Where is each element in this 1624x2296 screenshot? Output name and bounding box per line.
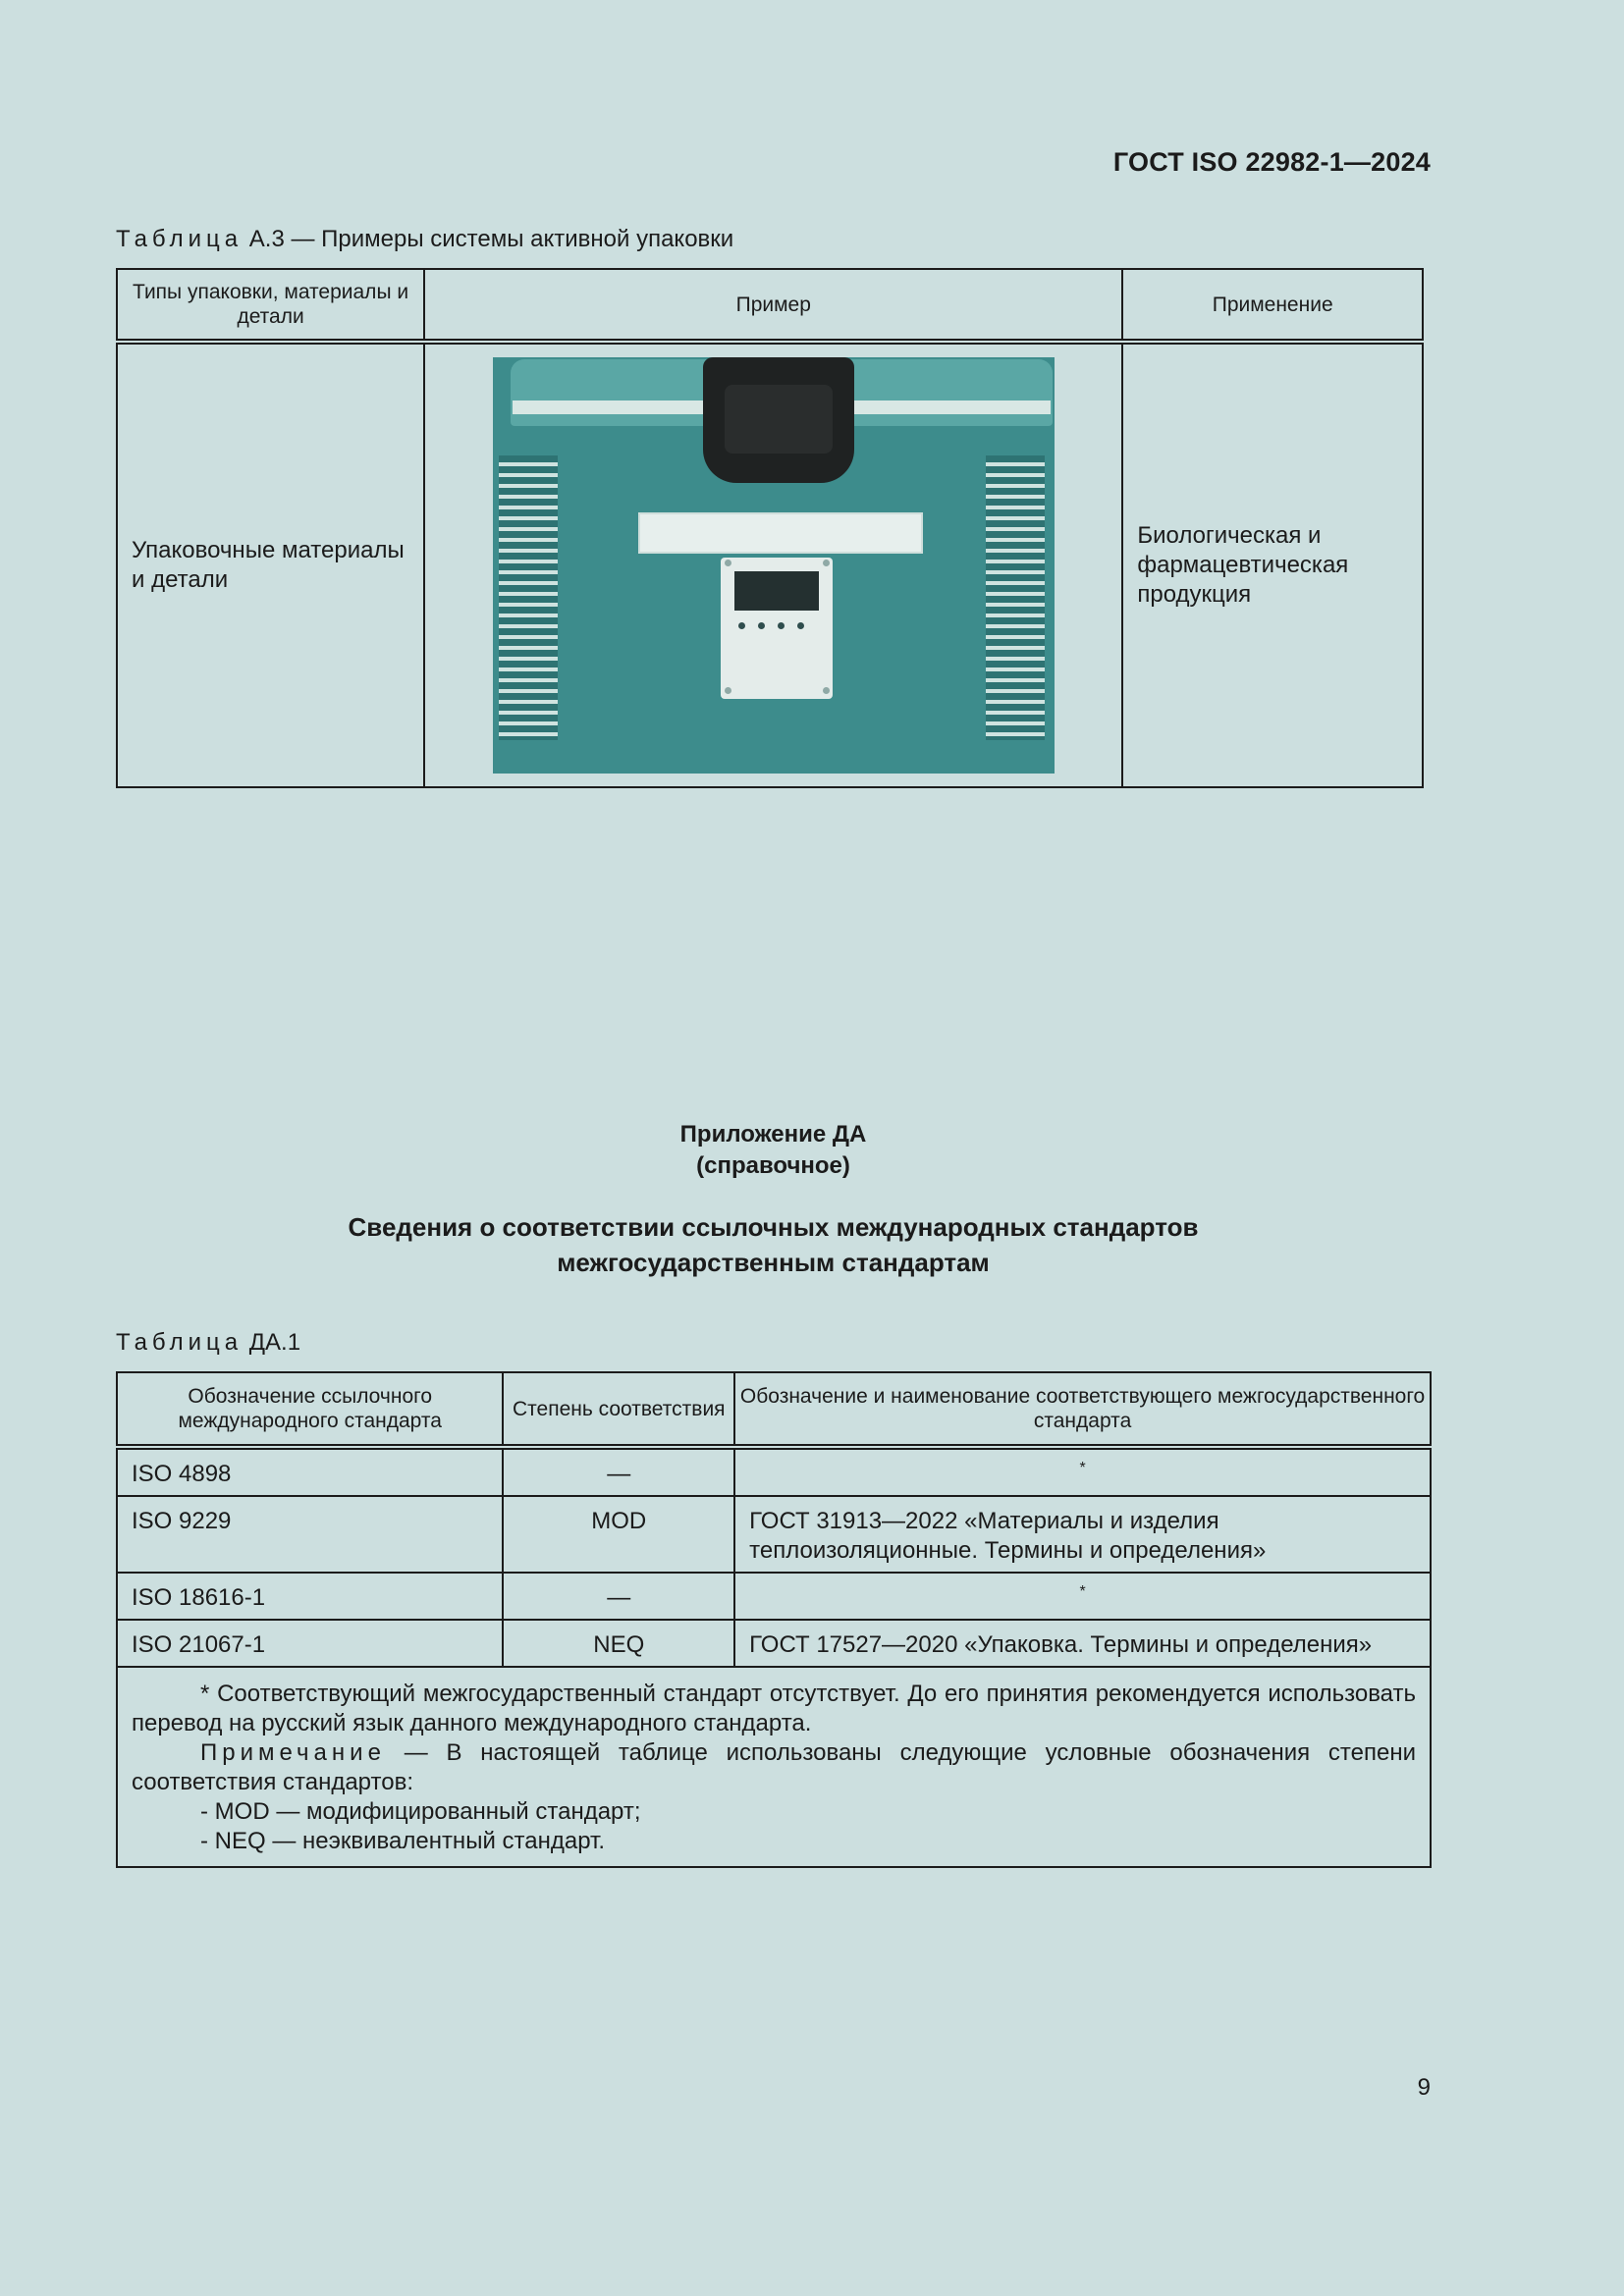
table-row (117, 1447, 1431, 1496)
cooler-screw (725, 687, 731, 694)
table-a3-caption-text: А.3 — Примеры системы активной упаковки (243, 226, 734, 252)
table-a3-cell-type: Упаковочные материалы и детали (117, 342, 424, 787)
table-da1-cell-degree: NEQ (503, 1620, 734, 1667)
cooler-label-bar (638, 512, 923, 554)
table-da1-cell-interstate: * (734, 1573, 1431, 1620)
cooler-box-illustration (493, 357, 1055, 774)
table-a3-header-example: Пример (424, 269, 1122, 342)
table-row (117, 342, 1423, 787)
table-da1-cell-degree: — (503, 1573, 734, 1620)
appendix-heading-line2: межгосударственным стандартам (557, 1248, 990, 1277)
table-note-row (117, 1667, 1431, 1867)
table-a3-cell-example (424, 342, 1122, 787)
table-row (117, 1620, 1431, 1667)
table-a3 (116, 268, 1424, 788)
table-da1-note-paragraph (132, 1738, 1416, 1797)
table-da1-cell-intl: ISO 21067-1 (117, 1620, 503, 1667)
cooler-display (734, 571, 819, 611)
table-a3-header-application: Применение (1122, 269, 1423, 342)
cooler-button (778, 622, 785, 629)
table-da1-header-interstate: Обозначение и наименование соответствующего межгосударственного стандарта (734, 1372, 1431, 1447)
table-da1-note (117, 1667, 1431, 1867)
table-da1-cell-interstate: ГОСТ 17527—2020 «Упаковка. Термины и определения» (734, 1620, 1431, 1667)
table-da1-cell-interstate: ГОСТ 31913—2022 «Материалы и изделия теплоизоляционные. Термины и определения» (734, 1496, 1431, 1573)
table-da1-note-item: - NEQ — неэквивалентный стандарт. (200, 1828, 606, 1854)
table-da1 (116, 1371, 1432, 1868)
cooler-screw (725, 560, 731, 566)
table-a3-cell-application: Биологическая и фармацевтическая продукция (1122, 342, 1423, 787)
table-da1-caption-prefix: Таблица (116, 1329, 244, 1356)
appendix-title (0, 1119, 1546, 1182)
table-da1-caption (116, 1329, 300, 1357)
table-da1-header-degree: Степень соответствия (503, 1372, 734, 1447)
table-da1-note-item: - MOD — модифицированный стандарт; (200, 1798, 641, 1825)
appendix-title-line: Приложение ДА (679, 1121, 867, 1148)
document-code: ГОСТ ISO 22982-1—2024 (1112, 147, 1431, 177)
page-number: 9 (1417, 2074, 1431, 2101)
cooler-screw (823, 687, 830, 694)
table-da1-note-label: Примечание (200, 1739, 386, 1766)
table-da1-cell-intl: ISO 4898 (117, 1447, 503, 1496)
table-da1-cell-degree: — (503, 1447, 734, 1496)
table-row (117, 1496, 1431, 1573)
table-da1-note-text: — В настоящей таблице использованы следующие условные обозначения степени соответствия стандартов: (132, 1739, 1416, 1795)
cooler-button (738, 622, 745, 629)
table-da1-cell-interstate: * (734, 1447, 1431, 1496)
table-da1-footnote: * Соответствующий межгосударственный стандарт отсутствует. До его принятия рекомендуется использовать перевод на русский язык данного международного стандарта. (132, 1681, 1416, 1736)
table-a3-header-type: Типы упаковки, материалы и детали (117, 269, 424, 342)
table-da1-header-intl: Обозначение ссылочного международного стандарта (117, 1372, 503, 1447)
appendix-heading-line1: Сведения о соответствии ссылочных международных стандартов (348, 1212, 1199, 1242)
cooler-button (758, 622, 765, 629)
table-row (117, 1573, 1431, 1620)
table-a3-caption-prefix: Таблица (116, 226, 244, 252)
cooler-vents-right (986, 455, 1045, 740)
table-da1-caption-text: ДА.1 (243, 1329, 301, 1356)
table-a3-caption (116, 226, 733, 253)
table-da1-cell-intl: ISO 18616-1 (117, 1573, 503, 1620)
cooler-screw (823, 560, 830, 566)
cooler-handle-grip (725, 385, 833, 454)
cooler-vents-left (499, 455, 558, 740)
appendix-heading (0, 1209, 1546, 1280)
table-da1-cell-degree: MOD (503, 1496, 734, 1573)
cooler-button (797, 622, 804, 629)
table-da1-cell-intl: ISO 9229 (117, 1496, 503, 1573)
appendix-subtitle: (справочное) (696, 1152, 850, 1179)
